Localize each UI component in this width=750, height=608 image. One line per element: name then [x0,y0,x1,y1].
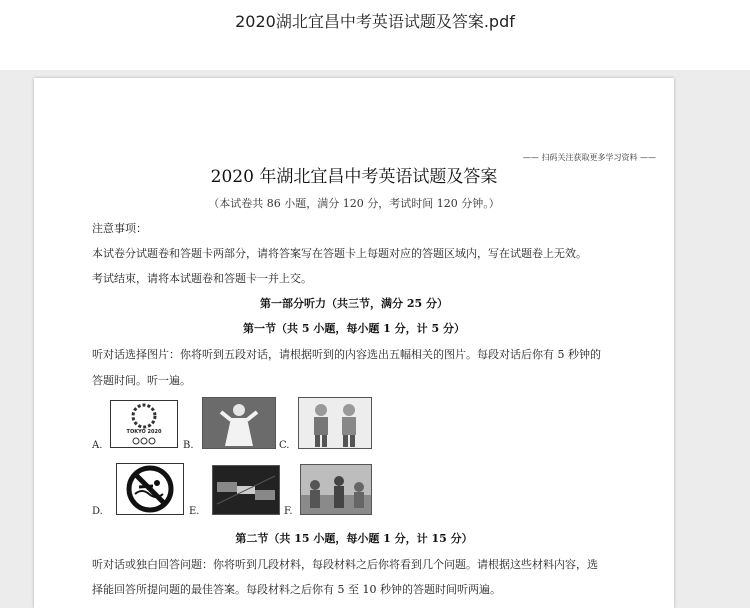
pdf-page [34,78,674,608]
section2-instruction-1: 听对话或独白回答问题：你将听到几段材料，每段材料之后你将看到几个问题。请根据这些材料内容，选 [92,558,598,571]
space-station-icon [213,466,279,514]
no-swimming-icon [117,464,183,514]
picture-a-tokyo-emblem [110,400,178,448]
notes-heading: 注意事项： [92,222,147,235]
picture-d-label: D. [92,506,103,517]
section2-instruction-2: 择能回答所提问题的最佳答案。每段材料之后你有 5 至 10 秒钟的答题时间听两遍。 [92,583,501,596]
file-title: 2020湖北宜昌中考英语试题及答案.pdf [235,12,515,31]
picture-f-crowd [300,464,372,515]
qr-note: —— 扫码关注获取更多学习资料 —— [522,153,656,162]
picture-d-no-swimming [116,463,184,515]
picture-e-space-station [212,465,280,515]
picture-c-label: C. [279,440,290,451]
picture-b-figure [202,397,276,449]
section1-instruction-1: 听对话选择图片：你将听到五段对话，请根据听到的内容选出五幅相关的图片。每段对话后你有 5 秒钟的 [92,348,601,361]
picture-a-label: A. [92,440,103,451]
section2-heading: 第二节（共 15 小题，每小题 1 分，计 15 分） [235,532,473,545]
tokyo-2020-icon [111,401,177,447]
picture-c-children [298,397,372,449]
children-icon [299,398,371,448]
person-icon [203,398,275,448]
note-2: 考试结束，请将本试题卷和答题卡一并上交。 [92,272,312,285]
section1-instruction-2: 答题时间。听一遍。 [92,374,191,387]
picture-b-label: B. [183,440,194,451]
tokyo-caption: TOKYO 2020 [126,429,162,435]
picture-e-label: E. [189,506,200,517]
section1-heading: 第一节（共 5 小题，每小题 1 分，计 5 分） [243,322,465,335]
crowd-icon [301,465,371,514]
part-heading: 第一部分听力（共三节，满分 25 分） [260,297,448,310]
picture-f-label: F. [284,506,293,517]
document-subtitle: （本试卷共 86 小题，满分 120 分，考试时间 120 分钟。） [208,197,500,210]
note-1: 本试卷分试题卷和答题卡两部分，请将答案写在答题卡上每题对应的答题区域内，写在试题卷上无效。 [92,247,587,260]
viewer-header [0,0,750,70]
document-title: 2020 年湖北宜昌中考英语试题及答案 [210,167,498,187]
